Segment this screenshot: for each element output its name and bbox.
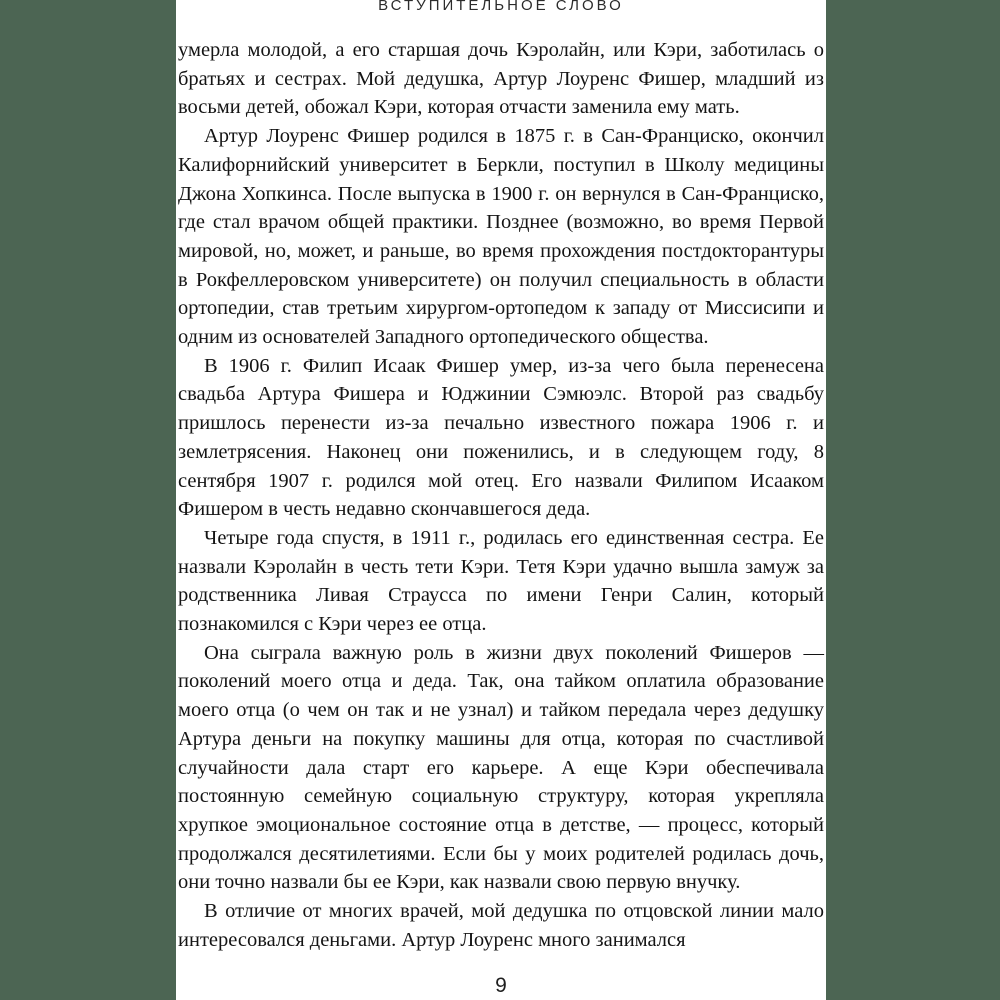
- paragraph: Четыре года спустя, в 1911 г., родилась его единственная сестра. Ее назвали Кэролайн в честь тети Кэри. Тетя Кэри удачно вышла замуж за родственника Ливая Страусса по имени Генри Салин, который познакомился с Кэри через ее отца.: [178, 526, 824, 636]
- page-body-text: [176, 36, 826, 955]
- paragraph: В 1906 г. Филип Исаак Фишер умер, из-за чего была перенесена свадьба Артура Фишера и Юджинии Сэмюэлс. Второй раз свадьбу пришлось перенести из-за печально известного пожара 1906 г. и землетрясения. Наконец они поженились, и в следующем году, 8 сентября 1907 г. родился мой отец. Его назвали Филипом Исааком Фишером в честь недавно скончавшегося деда.: [178, 354, 824, 521]
- paragraph: В отличие от многих врачей, мой дедушка по отцовской линии мало интересовался деньгами. Артур Лоуренс много занимался: [178, 900, 824, 951]
- book-page: [176, 0, 826, 1000]
- paragraph-continuation: умерла молодой, а его старшая дочь Кэролайн, или Кэри, заботилась о братьях и сестрах. Мой дедушка, Артур Лоуренс Фишер, младший из восьми детей, обожал Кэри, которая отчасти заменила ему мать.: [178, 39, 824, 119]
- paragraph: Артур Лоуренс Фишер родился в 1875 г. в Сан-Франциско, окончил Калифорнийский университет в Беркли, поступил в Школу медицины Джона Хопкинса. После выпуска в 1900 г. он вернулся в Сан-Франциско, где стал врачом общей практики. Позднее (возможно, во время Первой мировой, но, может, и раньше, во время прохождения постдокторантуры в Рокфеллеровском университете) он получил специальность в области ортопедии, став третьим хирургом-ортопедом к западу от Миссисипи и одним из основателей Западного ортопедического общества.: [178, 125, 824, 349]
- paragraph: Она сыграла важную роль в жизни двух поколений Фишеров — поколений моего отца и деда. Так, она тайком оплатила образование моего отца (о чем он так и не узнал) и тайком передала через дедушку Артура деньги на покупку машины для отца, которая по счастливой случайности дала старт его карьере. А еще Кэри обеспечивала постоянную семейную социальную структуру, которая укрепляла хрупкое эмоциональное состояние отца в детстве, — процесс, который продолжался десятилетиями. Если бы у моих родителей родилась дочь, они точно назвали бы ее Кэри, как назвали свою первую внучку.: [178, 641, 824, 894]
- running-head: ВСТУПИТЕЛЬНОЕ СЛОВО: [378, 0, 624, 14]
- page-number: 9: [495, 974, 507, 997]
